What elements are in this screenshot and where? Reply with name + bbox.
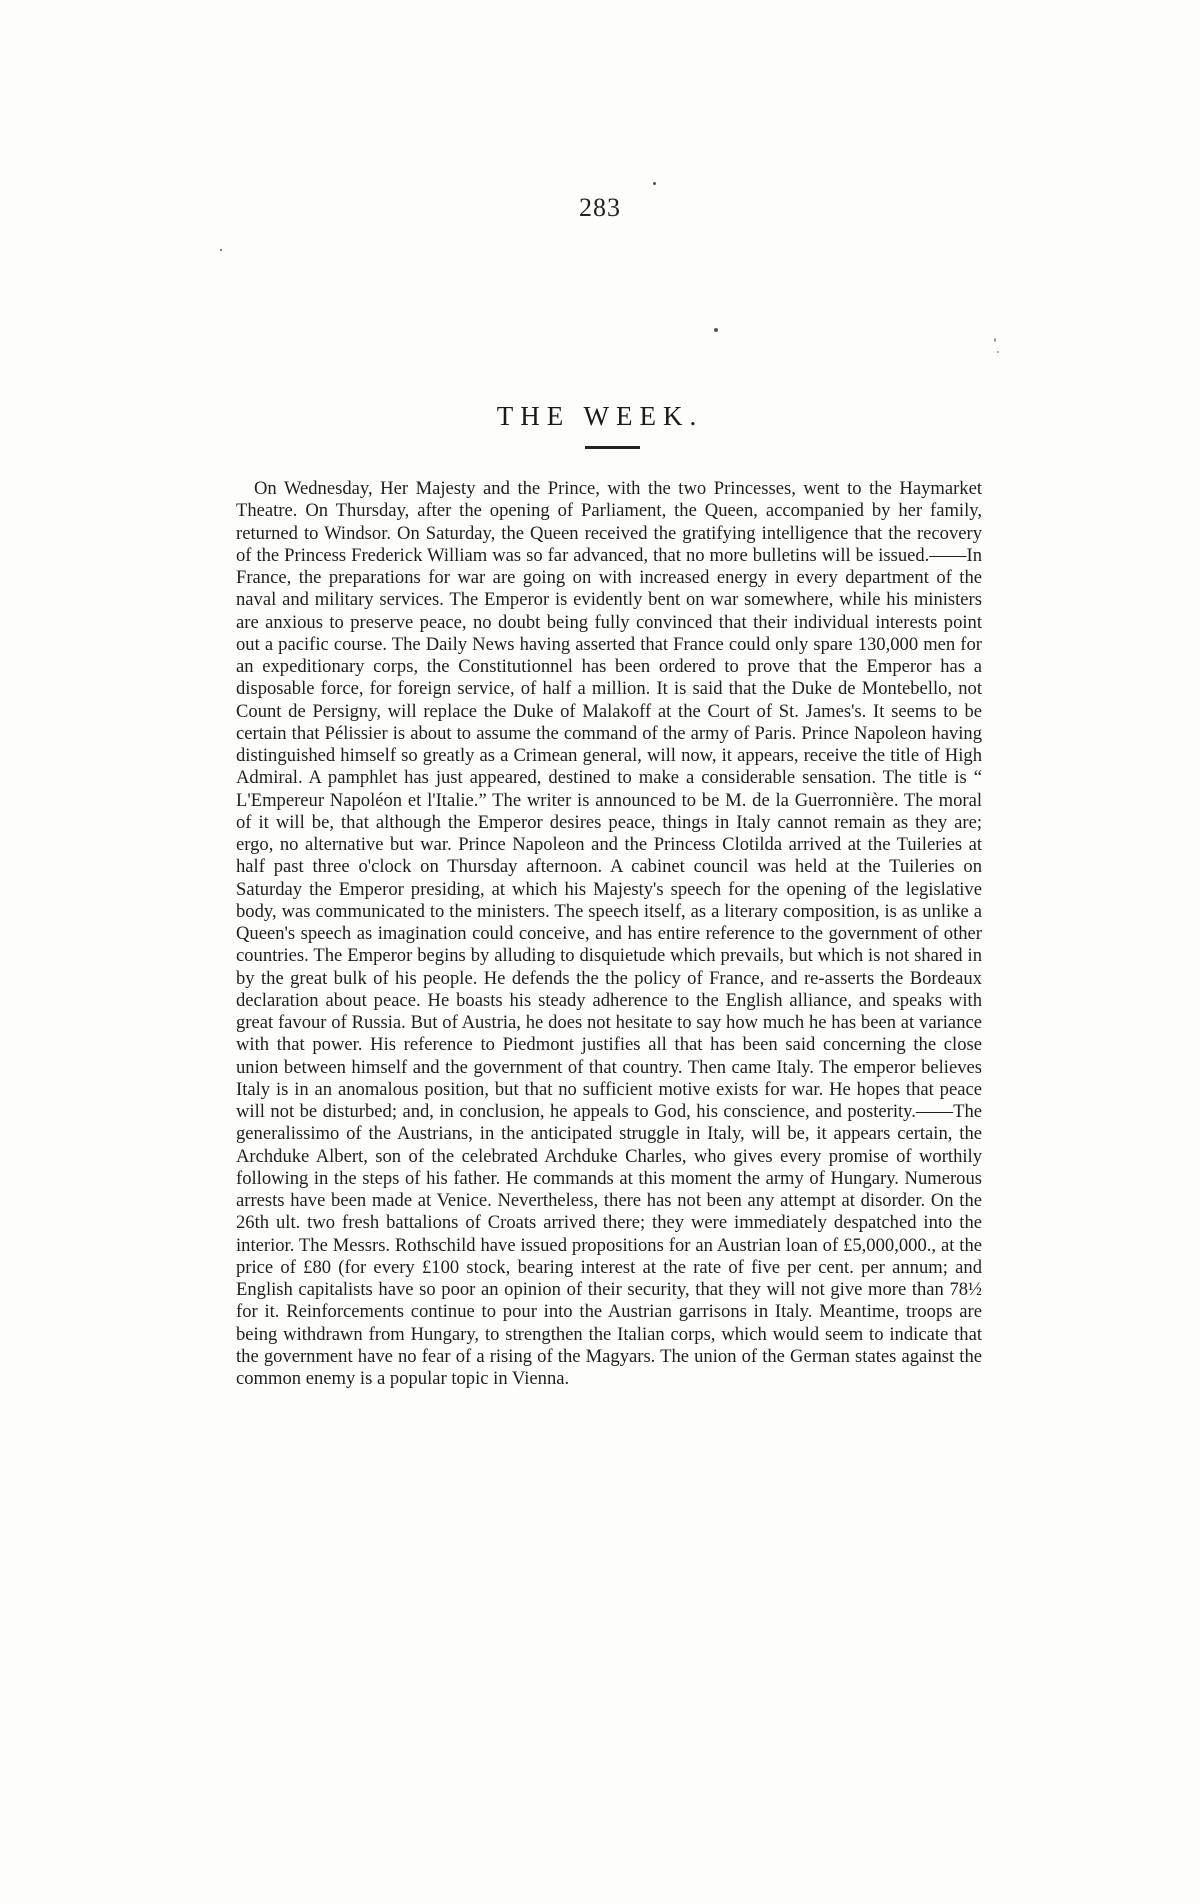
ink-speck bbox=[220, 249, 222, 251]
article-title: THE WEEK. bbox=[496, 401, 704, 432]
page-number: 283 bbox=[579, 193, 621, 222]
ink-speck bbox=[714, 328, 718, 332]
title-rule bbox=[585, 446, 640, 449]
ink-speck bbox=[994, 338, 996, 342]
ink-speck bbox=[653, 182, 656, 185]
ink-speck bbox=[997, 351, 999, 353]
article-body: On Wednesday, Her Majesty and the Prince, with the two Princesses, went to the Haymarket Theatre. On Thursday, after the opening of Parliament, the Queen, accompanied by her family, returned to Windsor. On Saturday, the Queen received the gratifying intelligence that the recovery of the Princess Frederick William was so far advanced, that no more bulletins will be issued.——In France, the preparations for war are going on with increased energy in every department of the naval and military services. The Emperor is evidently bent on war somewhere, while his ministers are anxious to preserve peace, no doubt being fully convinced that their individual interests point out a pacific course. The Daily News having asserted that France could only spare 130,000 men for an expeditionary corps, the Constitutionnel has been ordered to prove that the Emperor has a disposable force, for foreign service, of half a million. It is said that the Duke de Montebello, not Count de Persigny, will replace the Duke of Malakoff at the Court of St. James's. It seems to be certain that Pélissier is about to assume the command of the army of Paris. Prince Napoleon having distinguished himself so greatly as a Crimean general, will now, it appears, receive the title of High Admiral. A pamphlet has just appeared, destined to make a considerable sensation. The title is “ L'Empereur Napoléon et l'Italie.” The writer is announced to be M. de la Guerronnière. The moral of it will be, that although the Emperor desires peace, things in Italy cannot remain as they are; ergo, no alternative but war. Prince Napoleon and the Princess Clotilda arrived at the Tuileries at half past three o'clock on Thursday afternoon. A cabinet council was held at the Tuileries on Saturday the Emperor presiding, at which his Majesty's speech for the opening of the legislative body, was communicated to the ministers. The speech itself, as a literary composition, is as unlike a Queen's speech as imagination could conceive, and has entire reference to the government of other countries. The Emperor begins by alluding to disquietude which prevails, but which is not shared in by the great bulk of his people. He defends the the policy of France, and re-asserts the Bordeaux declaration about peace. He boasts his steady adherence to the English alliance, and speaks with great favour of Russia. But of Austria, he does not hesitate to say how much he has been at variance with that power. His reference to Piedmont justifies all that has been said concerning the close union between himself and the government of that country. Then came Italy. The emperor believes Italy is in an anomalous position, but that no sufficient motive exists for war. He hopes that peace will not be disturbed; and, in conclusion, he appeals to God, his conscience, and posterity.——The generalissimo of the Austrians, in the anticipated struggle in Italy, will be, it appears certain, the Archduke Albert, son of the celebrated Archduke Charles, who gives every promise of worthily following in the steps of his father. He commands at this moment the army of Hungary. Numerous arrests have been made at Venice. Nevertheless, there has not been any attempt at disorder. On the 26th ult. two fresh battalions of Croats arrived there; they were immediately despatched into the interior. The Messrs. Rothschild have issued propositions for an Austrian loan of £5,000,000., at the price of £80 (for every £100 stock, bearing interest at the rate of five per cent. per annum; and English capitalists have so poor an opinion of their security, that they will not give more than 78½ for it. Reinforcements continue to pour into the Austrian garrisons in Italy. Meantime, troops are being withdrawn from Hungary, to strengthen the Italian corps, which would seem to indicate that the government have no fear of a rising of the Magyars. The union of the German states against the common enemy is a popular topic in Vienna. bbox=[236, 478, 982, 1389]
